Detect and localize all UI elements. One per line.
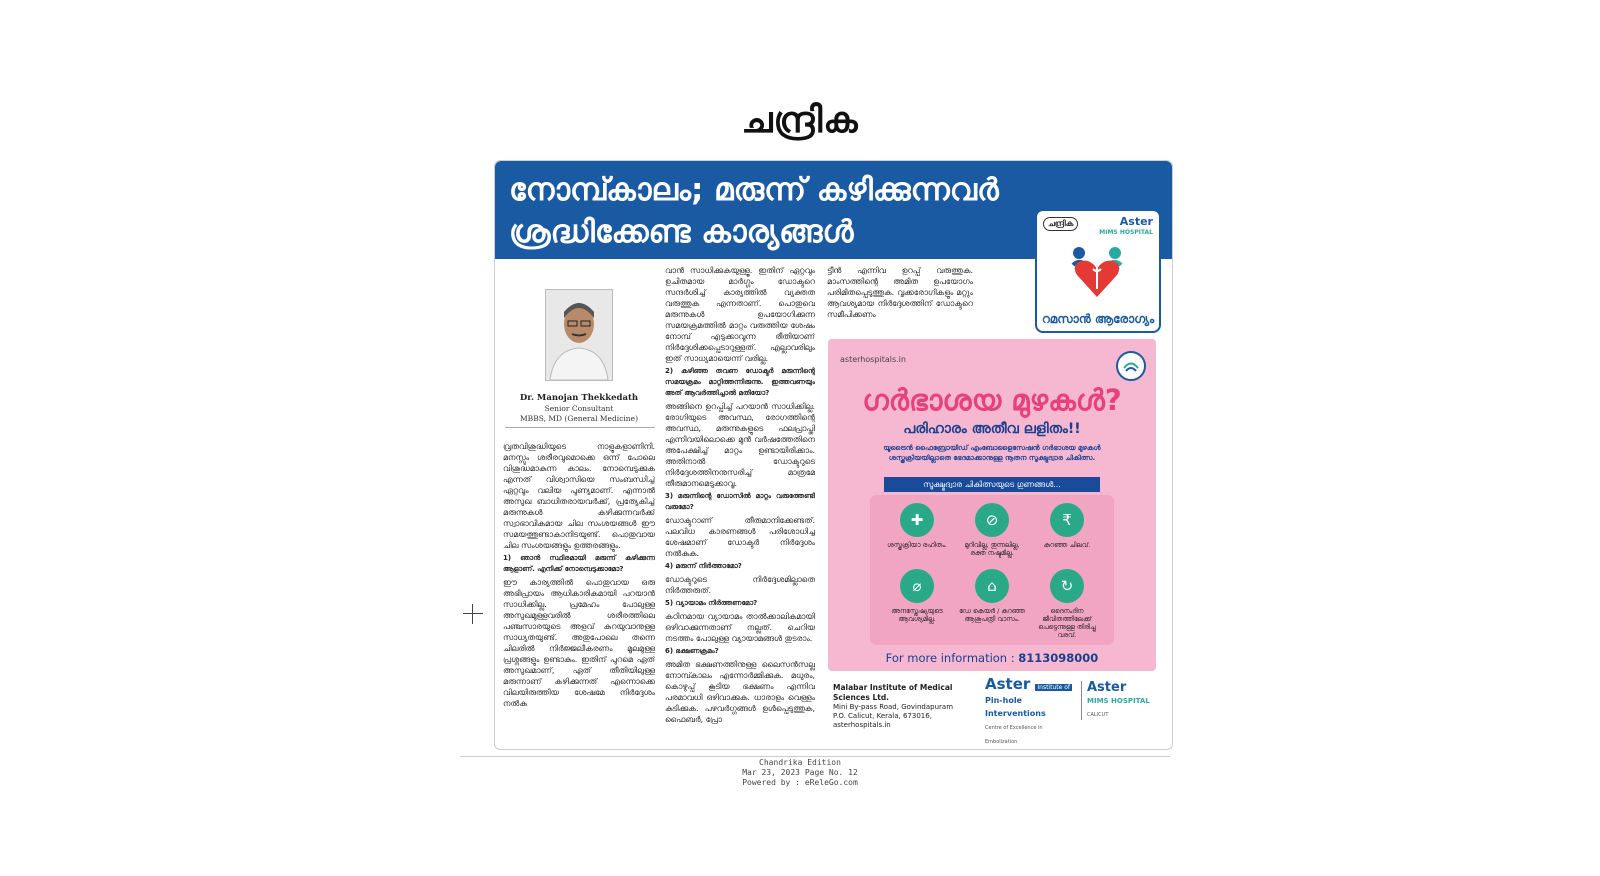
benefit-item <box>884 503 950 549</box>
ad-title: ഗർഭാശയ മുഴകൾ? <box>862 383 1122 417</box>
article-question: 4) മരുന്ന് നിർത്താമോ? <box>665 562 742 570</box>
ramzan-health-caption: റമസാൻ ആരോഗ്യം <box>1041 312 1155 326</box>
day-care-icon: ⌂ <box>975 569 1009 603</box>
heart-stethoscope-icon <box>1065 239 1129 301</box>
benefits-panel <box>870 495 1114 645</box>
article-column-2 <box>665 265 815 743</box>
author-role: Senior Consultant <box>544 404 614 413</box>
article-paragraph: ഡോക്ടറുടെ നിർദ്ദേശമില്ലാതെ നിർത്തരുത്. <box>665 575 815 595</box>
institute-address-line-1: Mini By-pass Road, Govindapuram <box>833 703 954 711</box>
edition-powered-by: Powered by : eReleGo.com <box>742 778 858 787</box>
edition-info <box>0 758 1600 788</box>
benefit-label: കുറഞ്ഞ ചിലവ്. <box>1043 541 1091 549</box>
ad-contact-label: For more information : <box>885 651 1015 665</box>
aster-mims-logo: Aster MIMS HOSPITAL CALICUT <box>1081 681 1167 720</box>
headline-line-1: നോമ്പ്കാലം; മരുന്ന് കഴിക്കുന്നവർ <box>509 172 999 208</box>
edition-name: Chandrika Edition <box>759 758 841 767</box>
ad-website: asterhospitals.in <box>840 355 906 364</box>
no-incision-icon: ⊘ <box>975 503 1009 537</box>
benefit-item <box>959 503 1025 557</box>
article-paragraph: വാൻ സാധിക്കുകയുള്ളൂ. ഇതിന് ഏറ്റവും ഉചിതമായ മാർഗ്ഗം ഡോക്ടറെ സന്ദർശിച്ച് കാര്യത്തിൽ വ്യക്തത വരുത്തുക എന്നതാണ്. പൊതുവെ മരുന്നുകൾ ഉപയോഗിക്കുന്ന സമയക്രമത്തിൽ മാറ്റം വരുത്തിയ ശേഷം നോമ്പ് എടുക്കാവുന്ന രീതിയാണ് നിർദ്ദേശിക്കപ്പെടാറുള്ളത്. എല്ലാവരിലും ഇത് സാധ്യമായെന്ന് വരില്ല. <box>665 266 815 363</box>
newspaper-masthead: ചന്ദ്രിക <box>741 100 859 141</box>
author-photo <box>545 289 613 381</box>
ad-subtitle: പരിഹാരം അതീവ ലളിതം!! <box>903 421 1081 437</box>
no-anesthesia-icon: ⌀ <box>900 569 934 603</box>
edition-date-page: Mar 23, 2023 Page No. 12 <box>742 768 858 777</box>
aster-pinhole-logo: Aster Institute of Pin-hole Interventions Centre of Excellence in Embolization <box>985 675 1070 745</box>
benefit-item <box>1034 569 1100 639</box>
article-question: 6) ഭക്ഷണക്രമം? <box>665 647 719 655</box>
benefit-label: അനസ്തേഷ്യയുടെ ആവശ്യമില്ല. <box>891 607 943 623</box>
benefit-item <box>884 569 950 623</box>
article-paragraph: അങ്ങിനെ ഉറപ്പിച്ച് പറയാൻ സാധിക്കില്ല. രോഗിയുടെ അവസ്ഥ, രോഗത്തിന്റെ അവസ്ഥ, മരുന്നുകളുടെ ഫലപ്രാപ്തി എന്നിവയിലൊക്കെ മുൻ വർഷത്തേതിനെ അപേക്ഷിച്ച് മാറ്റം ഉണ്ടായിരിക്കാം. അതിനാൽ ഡോക്ടറുടെ നിർദ്ദേശത്തിനനുസരിച്ച് മാത്രമേ തീരുമാനമെടുക്കാവൂ. <box>665 402 815 488</box>
author-name: Dr. Manojan Thekkedath <box>519 393 639 403</box>
author-qualification: MBBS, MD (General Medicine) <box>520 414 638 423</box>
article-question: 1) ഞാൻ സ്ഥിരമായി മരുന്ന് കഴിക്കുന്ന ആളാണ്. എനിക്ക് നോമ്പെടുക്കാമോ? <box>503 554 655 573</box>
crosshair-cursor-icon <box>463 604 483 624</box>
article-paragraph: ഈ കാര്യത്തിൽ പൊതുവായ ഒരു അഭിപ്രായം ആധികാരികമായി പറയാൻ സാധിക്കില്ല. പ്രമേഹം പോലുള്ള അസുഖമുള്ളവരിൽ ശരീരത്തിലെ പഞ്ചസാരയുടെ അളവ് കുറയുവാനുള്ള സാധ്യതയുണ്ട്. അതുപോലെ തന്നെ ചിലരിൽ നിർജ്ജലീകരണം മൂലമുള്ള പ്രശ്നങ്ങളും ഉണ്ടാകും. ഇതിന് പുറമെ ഏത് അസുഖമാണ്, ഏത് തീതിയിലുള്ള മരുന്നാണ് കഴിക്കുന്നത് എന്നൊക്കെ വിലയിരുത്തിയ ശേഷമേ നിർദ്ദേശം നൽകു <box>503 578 655 708</box>
article-paragraph: ട്ടീൻ എന്നിവ ഉറപ്പ് വരുത്തുക. മാംസത്തിന്റെ അമിത ഉപയോഗം പരിമിതപ്പെടുത്തുക. വൃക്കരോഗികളും മറ്റും ആവശ്യമായ നിർദ്ദേശത്തിന് ഡോക്ടറെ സമീപിക്കണം <box>827 266 973 319</box>
benefits-title-bar: സൂക്ഷ്മദ്വാര ചികിത്സയുടെ ഗുണങ്ങൾ... <box>884 477 1100 492</box>
hospital-emblem-icon <box>1116 351 1146 381</box>
ad-description: യൂട്രൈൻ ഫൈബ്രോയിഡ് എംബോളൈസേഷൻ ഗർഭാശയ മുഴകൾ ശസ്ത്രക്രിയയില്ലാതെ ഭേദമാക്കാനുള്ള നൂതന സൂക്ഷ്മദ്വാര ചികിത്സ. <box>883 444 1101 462</box>
institute-name: Malabar Institute of Medical Sciences Ltd. <box>833 683 953 702</box>
benefit-label: ശസ്ത്രക്രിയാ രഹിതം. <box>887 541 947 549</box>
newspaper-page <box>494 160 1173 750</box>
ad-contact <box>828 651 1156 665</box>
benefit-label: ദൈനംദിന ജീവിതത്തിലേക്ക് പെട്ടെന്നുള്ള തിരിച്ചു വരവ്. <box>1038 607 1096 639</box>
institute-address <box>833 683 983 730</box>
author-divider <box>505 427 655 428</box>
benefit-label: മുറിവില്ല, തുന്നലില്ല, രക്ത നഷ്ടമില്ല. <box>964 541 1020 557</box>
institute-address-line-2: P.O. Calicut, Kerala, 673016, asterhospitals.in <box>833 712 932 729</box>
fibroid-treatment-ad <box>828 339 1156 671</box>
article-headline <box>509 169 1049 253</box>
edition-divider <box>460 756 1170 757</box>
article-paragraph: അമിത ഭക്ഷണത്തിനുള്ള ലൈസൻസല്ല നോമ്പ്കാലം എന്നോർമ്മിക്കുക. മധുരം, കൊഴുപ്പ് കൂടിയ ഭക്ഷണം എന്നിവ പരമാവധി ഒഴിവാക്കുക. ധാരാളം വെള്ളം കുടിക്കുക. പഴവർഗ്ഗങ്ങൾ ഉൾപ്പെടുത്തുക, ഫൈബർ, പ്രോ <box>665 660 815 724</box>
quick-recovery-icon: ↻ <box>1050 569 1084 603</box>
article-question: 3) മരുന്നിന്റെ ഡോസിൽ മാറ്റം വരുത്തേണ്ടി വരുമോ? <box>665 492 815 511</box>
low-cost-icon: ₹ <box>1050 503 1084 537</box>
benefit-item <box>1034 503 1100 549</box>
surgery-free-icon: ✚ <box>900 503 934 537</box>
article-paragraph: കഠിനമായ വ്യായാമം താൽക്കാലികമായി ഒഴിവാക്കുന്നതാണ് നല്ലത്. ചെറിയ നടത്തം പോലുള്ള വ്യായാമങ്ങൾ തുടരാം. <box>665 612 815 643</box>
article-paragraph: വ്രതവിശുദ്ധിയുടെ നാളുകളാണിനി. മനസ്സും ശരീരവുമൊക്കെ ഒന്ന് പോലെ വിശുദ്ധമാകുന്ന കാലം. നോമ്പെടുക്കുക എന്നത് വിശ്വാസിയെ സംബന്ധിച്ച് ഏറ്റവും വലിയ പുണ്യമാണ്. എന്നാൽ അസുഖ ബാധിതരായവർക്ക്, പ്രത്യേകിച്ച് മരുന്നുകൾ കഴിക്കുന്നവർക്ക് സ്വാഭാവികമായ ചില സംശയങ്ങൾ ഈ സമയത്തുണ്ടാകാനിടയുണ്ട്. പൊതുവായ ചില സംശയങ്ങളും ഉത്തരങ്ങളും. <box>503 442 655 550</box>
article-paragraph: ഡോക്ടറാണ് തീരുമാനിക്കേണ്ടത്. പലവിധ കാരണങ്ങൾ പരിശോധിച്ച ശേഷമാണ് ഡോക്ടർ നിർദ്ദേശം നൽകുക. <box>665 516 815 558</box>
ramzan-health-logo <box>1035 209 1161 333</box>
article-question: 5) വ്യായാമം നിർത്തണമോ? <box>665 599 758 607</box>
benefit-item <box>959 569 1025 623</box>
author-credentials <box>505 404 653 424</box>
ad-phone-number: 8113098000 <box>1018 651 1099 665</box>
chandrika-mini-logo: ചന്ദ്രിക <box>1043 217 1078 231</box>
article-question: 2) കഴിഞ്ഞ തവണ ഡോക്ടർ മരുന്നിന്റെ സമയക്രമം മാറ്റിത്തന്നിരുന്നു. ഇത്തവണയും അത് ആവർത്തിച്ചാൽ മതിയോ? <box>665 367 815 397</box>
article-column-1 <box>503 441 655 741</box>
aster-mims-mini-logo: Aster MIMS HOSPITAL <box>1099 215 1153 236</box>
article-column-3 <box>827 265 973 335</box>
benefit-label: ഡേ കെയർ / കുറഞ്ഞ ആശുപത്രി വാസം. <box>959 607 1025 623</box>
headline-line-2: ശ്രദ്ധിക്കേണ്ട കാര്യങ്ങൾ <box>509 214 854 250</box>
